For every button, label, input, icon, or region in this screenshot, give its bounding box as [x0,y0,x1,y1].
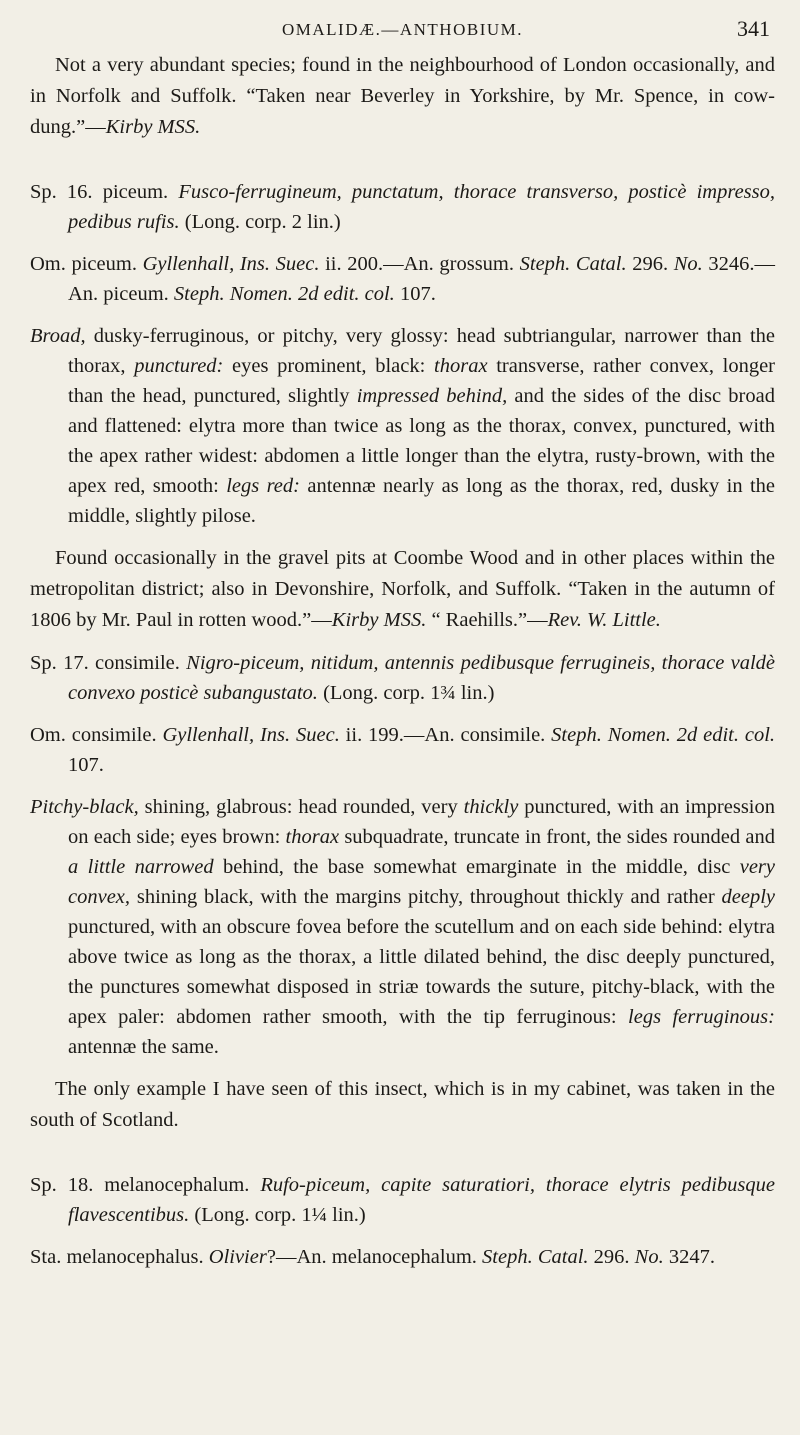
species-16-description [30,321,775,531]
emphasis: legs red: [226,475,300,497]
body-length: (Long. corp. 2 lin.) [179,211,341,233]
citation: No. [673,253,703,275]
text-run: 296. [626,253,674,275]
text-run: punctured, with an obscure fovea before the scutellum and on each side behind: elytra above twice as long as the thorax, a little dilated behind, the disc deeply punctured, the punctures somewhat disposed in striæ towards the suture, pitchy-black, with the apex paler: abdomen rather smooth, with the tip ferruginous: [68,916,775,1028]
paragraph-habitat-previous [30,50,775,143]
species-number: Sp. 16. piceum. [30,181,179,203]
citation: Steph. Nomen. 2d edit. col. [551,724,776,746]
text-run: 107. [68,754,104,776]
text-run: ii. 199.—An. consimile. [339,724,552,746]
text-run: Sta. melanocephalus. [30,1246,209,1268]
species-16-synonymy [30,249,775,309]
book-page [30,0,775,1272]
emphasis: legs ferruginous: [628,1006,775,1028]
page-header [30,0,775,44]
citation: Gyllenhall, Ins. Suec. [142,253,320,275]
latin-diagnosis: Fusco-ferrugineum, punctatum, thorace transverso, posticè impresso, pedibus rufis. [68,181,775,233]
emphasis: deeply [721,886,775,908]
text-run: subquadrate, truncate in front, the sides rounded and [339,826,775,848]
latin-diagnosis: Rufo-piceum, capite saturatiori, thorace elytris pedibusque flavescentibus. [68,1174,776,1226]
citation: Kirby MSS. [331,609,427,631]
text-run: shining black, with the margins pitchy, throughout thickly and rather [130,886,722,908]
text-run: ?—An. melanocephalum. [266,1246,483,1268]
emphasis: Broad, [30,325,86,347]
species-17-description [30,792,775,1062]
citation: Rev. W. Little. [547,609,661,631]
citation: Steph. Catal. [482,1246,589,1268]
text-run: antennæ the same. [68,1036,219,1058]
text-run: 296. [588,1246,635,1268]
text-run: shining, glabrous: head rounded, very [138,796,464,818]
text-run: “ Raehills.”— [426,609,548,631]
emphasis: a little narrowed [68,856,214,878]
citation: Steph. Catal. [519,253,627,275]
emphasis: thickly [463,796,519,818]
citation: Kirby MSS. [105,116,201,138]
citation: Olivier [208,1246,267,1268]
emphasis: thorax [285,826,340,848]
text-run: ii. 200.—An. grossum. [319,253,520,275]
text-run: punctured, with an impression on each side; eyes brown: [68,796,775,848]
citation: No. [634,1246,664,1268]
species-number: Sp. 17. consimile. [30,652,187,674]
text-run: The only example I have seen of this insect, which is in my cabinet, was taken in the south of Scotland. [30,1078,775,1131]
running-title: OMALIDÆ.—ANTHOBIUM. [282,20,523,39]
species-18-heading [30,1170,775,1230]
body-length: (Long. corp. 1¾ lin.) [317,682,495,704]
text-run: Found occasionally in the gravel pits at Coombe Wood and in other places within the metropolitan district; also in Devonshire, Norfolk, and Suffolk. “Taken in the autumn of 1806 by Mr. Paul in rotten wood.”— [30,547,775,631]
citation: Steph. Nomen. 2d edit. col. [173,283,395,305]
emphasis: thorax [434,355,488,377]
text-run: 3247. [663,1246,715,1268]
citation: Gyllenhall, Ins. Suec. [162,724,340,746]
species-18-synonymy [30,1242,775,1272]
text-run: dusky-ferruginous, or pitchy, very glossy: head subtriangular, narrower than the thorax, [68,325,775,377]
page-number: 341 [737,16,770,41]
species-17-heading [30,648,775,708]
species-number: Sp. 18. melanocephalum. [30,1174,261,1196]
emphasis: very convex, [68,856,775,908]
emphasis: punctured: [134,355,224,377]
emphasis: Pitchy-black, [30,796,139,818]
text-run: and the sides of the disc broad and flattened: elytra more than twice as long as the thorax, convex, punctured, with the apex rather widest: abdomen a little longer than the elytra, rusty-brown, with the apex red, smooth: [68,385,775,497]
body-length: (Long. corp. 1¼ lin.) [189,1204,366,1226]
emphasis: impressed behind, [356,385,508,407]
text-run: eyes prominent, black: [223,355,435,377]
species-17-habitat [30,1074,775,1136]
text-run: Om. consimile. [30,724,163,746]
text-run: Om. piceum. [30,253,143,275]
latin-diagnosis: Nigro-piceum, nitidum, antennis pedibusque ferrugineis, thorace valdè convexo posticè subangustato. [68,652,775,704]
text-run: Not a very abundant species; found in the neighbourhood of London occasionally, and in Norfolk and Suffolk. “Taken near Beverley in Yorkshire, by Mr. Spence, in cow-dung.”— [30,54,775,138]
species-16-habitat [30,543,775,636]
species-17-synonymy [30,720,775,780]
text-run: 3246.—An. piceum. [68,253,776,305]
species-16-heading [30,177,775,237]
text-run: transverse, rather convex, longer than the head, punctured, slightly [68,355,775,407]
text-run: 107. [394,283,436,305]
text-run: behind, the base somewhat emarginate in the middle, disc [213,856,740,878]
text-run: antennæ nearly as long as the thorax, red, dusky in the middle, slightly pilose. [68,475,775,527]
